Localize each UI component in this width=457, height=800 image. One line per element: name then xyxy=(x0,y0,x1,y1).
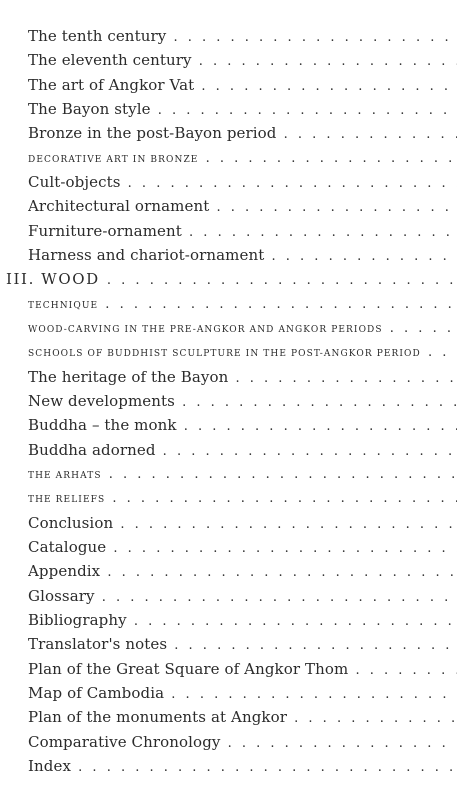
toc-entry xyxy=(0,706,457,728)
toc-entry-line xyxy=(28,98,457,120)
toc-entry-title: SCHOOLS OF BUDDHIST SCULPTURE IN THE POST-ANGKOR PERIOD xyxy=(28,349,421,360)
toc-entry-line xyxy=(28,658,457,680)
toc-entry xyxy=(0,98,457,120)
dot-leader xyxy=(113,514,457,532)
toc-entry xyxy=(0,171,457,193)
dot-leader xyxy=(167,635,457,653)
toc-entry xyxy=(0,147,457,169)
toc-entry-title: Bibliography xyxy=(28,610,127,629)
dot-leader xyxy=(102,471,457,481)
toc-entry xyxy=(0,560,457,582)
dot-leader xyxy=(127,611,457,629)
toc-entry-title: III. WOOD xyxy=(6,270,100,289)
toc-entry-line xyxy=(28,366,457,388)
dot-leader xyxy=(287,708,457,726)
dot-leader xyxy=(71,757,457,775)
dot-leader xyxy=(264,246,457,264)
toc-entry xyxy=(0,658,457,680)
toc-entry-title: Cult-objects xyxy=(28,172,121,191)
toc-entry-title: Glossary xyxy=(28,586,95,605)
dot-leader xyxy=(192,51,457,69)
toc-entry-title: Catalogue xyxy=(28,537,107,556)
toc-entry xyxy=(0,512,457,534)
toc-entry-title: Plan of the Great Square of Angkor Thom xyxy=(28,659,349,678)
toc-entry-line xyxy=(28,682,457,704)
dot-leader xyxy=(209,197,457,215)
toc-entry xyxy=(0,585,457,607)
toc-entry-line xyxy=(28,74,457,96)
toc-entry xyxy=(0,633,457,655)
toc-entry xyxy=(0,293,457,315)
toc-entry xyxy=(0,220,457,242)
toc-entry-title: Architectural ornament xyxy=(28,197,210,216)
toc-entry-title: The Bayon style xyxy=(28,99,151,118)
toc-entry xyxy=(0,122,457,144)
toc-entry-title: Translator's notes xyxy=(28,635,168,654)
dot-leader xyxy=(100,562,457,580)
toc-entry-title: Bronze in the post-Bayon period xyxy=(28,124,277,143)
toc-entry-line xyxy=(28,220,457,242)
toc-entry-title: THE ARHATS xyxy=(28,470,102,481)
dot-leader xyxy=(177,416,457,434)
toc-entry xyxy=(0,487,457,509)
dot-leader xyxy=(182,222,457,240)
dot-leader xyxy=(100,270,457,288)
toc-entry xyxy=(0,731,457,753)
toc-entry-title: WOOD-CARVING IN THE PRE-ANGKOR AND ANGKOR PERIODS xyxy=(28,324,383,335)
toc-entry-line xyxy=(28,536,457,558)
toc-entry-line xyxy=(28,463,457,485)
dot-leader xyxy=(198,155,457,165)
toc-entry-title: Harness and chariot-ornament xyxy=(28,245,265,264)
toc-entry-line xyxy=(28,390,457,412)
dot-leader xyxy=(383,325,457,335)
toc-entry-title: The art of Angkor Vat xyxy=(28,75,195,94)
toc-entry xyxy=(0,609,457,631)
dot-leader xyxy=(175,392,457,410)
toc-entry-line xyxy=(28,560,457,582)
dot-leader xyxy=(166,27,457,45)
toc-entry xyxy=(0,74,457,96)
toc-entry xyxy=(0,755,457,777)
toc-entry xyxy=(0,49,457,71)
toc-entry-title: THE RELIEFS xyxy=(28,495,106,506)
toc-entry-line xyxy=(28,25,457,47)
dot-leader xyxy=(95,587,457,605)
toc-entry-title: Buddha – the monk xyxy=(28,416,177,435)
toc-entry xyxy=(0,439,457,461)
toc-entry-line xyxy=(28,706,457,728)
toc-entry-line xyxy=(28,609,457,631)
toc-entry xyxy=(0,25,457,47)
dot-leader xyxy=(421,349,457,359)
toc-entry-line xyxy=(28,633,457,655)
toc-entry-title: Map of Cambodia xyxy=(28,683,165,702)
toc-entry-line xyxy=(28,49,457,71)
dot-leader xyxy=(348,660,457,678)
toc-entry-title: DECORATIVE ART IN BRONZE xyxy=(28,154,199,165)
dot-leader xyxy=(105,495,457,505)
toc-entry-line xyxy=(28,341,457,363)
toc-entry-title: Appendix xyxy=(28,562,101,581)
toc-entry-line xyxy=(28,512,457,534)
toc-entry-line xyxy=(28,147,457,169)
toc-entry-title: Furniture-ornament xyxy=(28,221,182,240)
toc-entry xyxy=(0,463,457,485)
toc-entry-title: TECHNIQUE xyxy=(28,300,99,311)
toc-entry-title: Comparative Chronology xyxy=(28,732,221,751)
toc-entry-line xyxy=(28,122,457,144)
toc-entry-title: Buddha adorned xyxy=(28,440,156,459)
toc-entry xyxy=(0,366,457,388)
dot-leader xyxy=(98,301,457,311)
dot-leader xyxy=(106,538,457,556)
toc-entry xyxy=(0,268,457,290)
toc-entry-line xyxy=(28,171,457,193)
toc-entry-line xyxy=(28,731,457,753)
dot-leader xyxy=(151,100,457,118)
toc-entry-line xyxy=(28,487,457,509)
toc-entry-line xyxy=(28,195,457,217)
toc-entry-line xyxy=(28,439,457,461)
toc-entry xyxy=(0,536,457,558)
toc-entry xyxy=(0,682,457,704)
toc-entry-title: The tenth century xyxy=(28,27,167,45)
dot-leader xyxy=(220,733,457,751)
toc-entry xyxy=(0,244,457,266)
dot-leader xyxy=(228,368,457,386)
toc-entry-title: Index xyxy=(28,756,72,775)
toc-entry-title: The eleventh century xyxy=(28,51,192,70)
toc-entry-title: Conclusion xyxy=(28,513,114,532)
toc-entry-title: The heritage of the Bayon xyxy=(28,367,229,386)
toc-entry xyxy=(0,195,457,217)
toc-entry xyxy=(0,414,457,436)
toc-entry xyxy=(0,390,457,412)
toc-entry-line xyxy=(28,755,457,777)
dot-leader xyxy=(156,441,457,459)
toc-entry-line xyxy=(28,293,457,315)
toc-entry-line xyxy=(28,317,457,339)
toc-entry-line xyxy=(28,585,457,607)
toc-entry-title: New developments xyxy=(28,391,175,410)
toc-entry-line xyxy=(28,414,457,436)
dot-leader xyxy=(277,124,457,142)
toc-entry-title: Plan of the monuments at Angkor xyxy=(28,708,288,727)
dot-leader xyxy=(164,684,457,702)
toc-entry xyxy=(0,317,457,339)
toc-entry xyxy=(0,341,457,363)
toc-entry-line xyxy=(28,244,457,266)
dot-leader xyxy=(194,76,457,94)
dot-leader xyxy=(121,173,457,191)
toc-entry-line xyxy=(6,268,457,290)
